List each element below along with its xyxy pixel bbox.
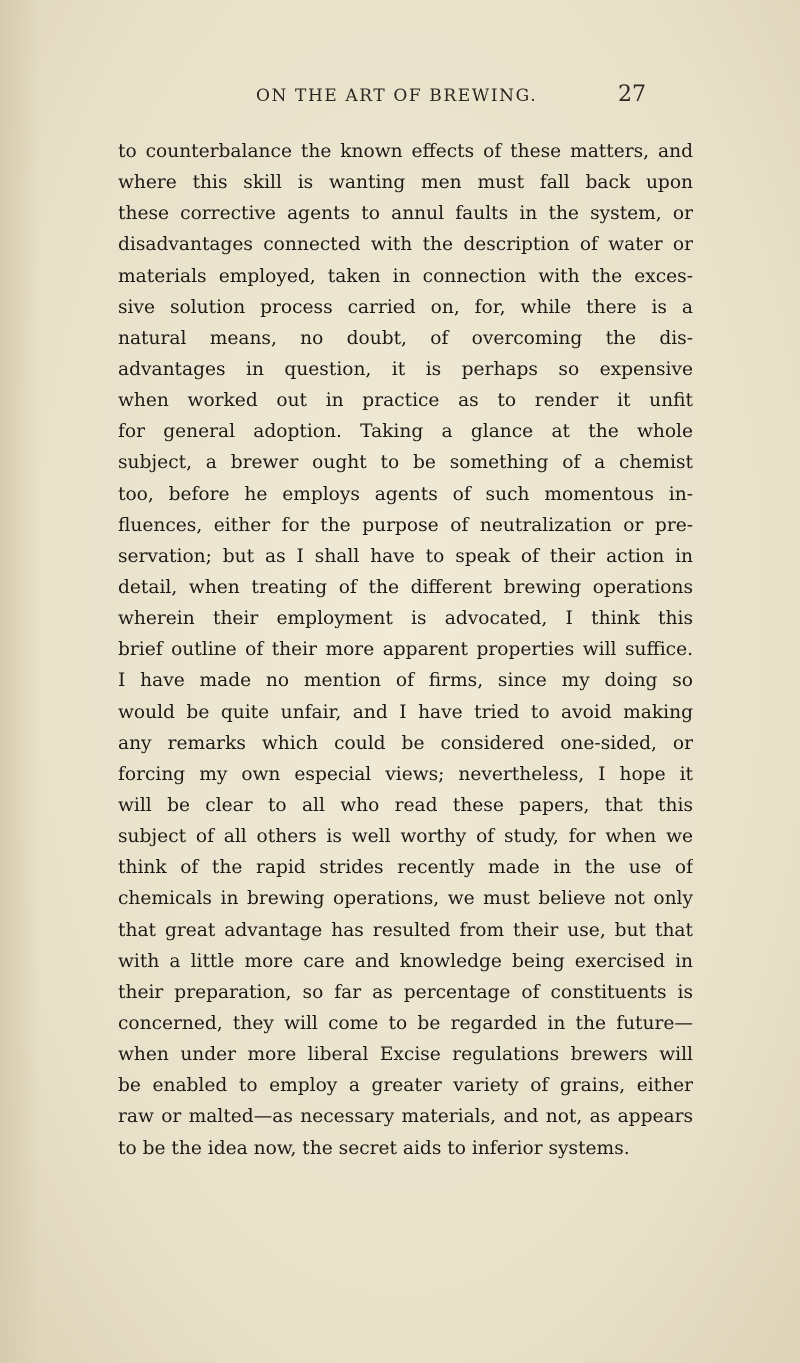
text-line: these corrective agents to annul faults in the system, or [118, 203, 693, 225]
text-line: where this skill is wanting men must fall back upon [118, 172, 693, 194]
text-line: sive solution process carried on, for, while there is a [118, 296, 693, 318]
text-line: raw or malted—as necessary materials, and not, as appears [118, 1106, 693, 1128]
text-line: disadvantages connected with the description of water or [118, 234, 693, 256]
gutter-shadow [0, 0, 40, 1363]
text-line: any remarks which could be considered one-sided, or [118, 732, 693, 754]
text-line: forcing my own especial views; nevertheless, I hope it [118, 763, 693, 785]
text-line: materials employed, taken in connection with the exces- [118, 265, 693, 287]
text-line: will be clear to all who read these papers, that this [118, 794, 693, 816]
text-line: natural means, no doubt, of overcoming the dis- [118, 327, 693, 349]
text-line: to counterbalance the known effects of these matters, and [118, 141, 693, 162]
body-paragraph [118, 136, 693, 1164]
running-title: ON THE ART OF BREWING. [256, 86, 538, 106]
text-line: be enabled to employ a greater variety of grains, either [118, 1075, 693, 1097]
text-line: too, before he employs agents of such momentous in- [118, 483, 693, 505]
text-line: their preparation, so far as percentage of constituents is [118, 981, 693, 1003]
text-line: when under more liberal Excise regulations brewers will [118, 1044, 693, 1066]
text-line: concerned, they will come to be regarded in the future— [118, 1012, 693, 1034]
text-line: with a little more care and knowledge being exercised in [118, 950, 693, 972]
text-line: for general adoption. Taking a glance at the whole [118, 421, 693, 443]
text-line: chemicals in brewing operations, we must believe not only [118, 888, 693, 910]
text-line: I have made no mention of firms, since my doing so [118, 670, 693, 692]
text-line: servation; but as I shall have to speak of their action in [118, 545, 693, 567]
text-line: when worked out in practice as to render it unfit [118, 390, 693, 412]
page-number: 27 [618, 82, 646, 107]
text-line: brief outline of their more apparent properties will suffice. [118, 639, 693, 661]
text-line: wherein their employment is advocated, I think this [118, 608, 693, 630]
text-line: fluences, either for the purpose of neutralization or pre- [118, 514, 693, 536]
text-line: subject of all others is well worthy of study, for when we [118, 826, 693, 848]
text-line-last: to be the idea now, the secret aids to inferior systems. [118, 1137, 630, 1159]
text-line: advantages in question, it is perhaps so expensive [118, 358, 693, 380]
text-line: detail, when treating of the different brewing operations [118, 576, 693, 598]
text-line: that great advantage has resulted from their use, but that [118, 919, 693, 941]
text-line: subject, a brewer ought to be something of a chemist [118, 452, 693, 474]
text-line: think of the rapid strides recently made in the use of [118, 857, 693, 879]
running-head [0, 82, 800, 112]
text-line: would be quite unfair, and I have tried to avoid making [118, 701, 693, 723]
